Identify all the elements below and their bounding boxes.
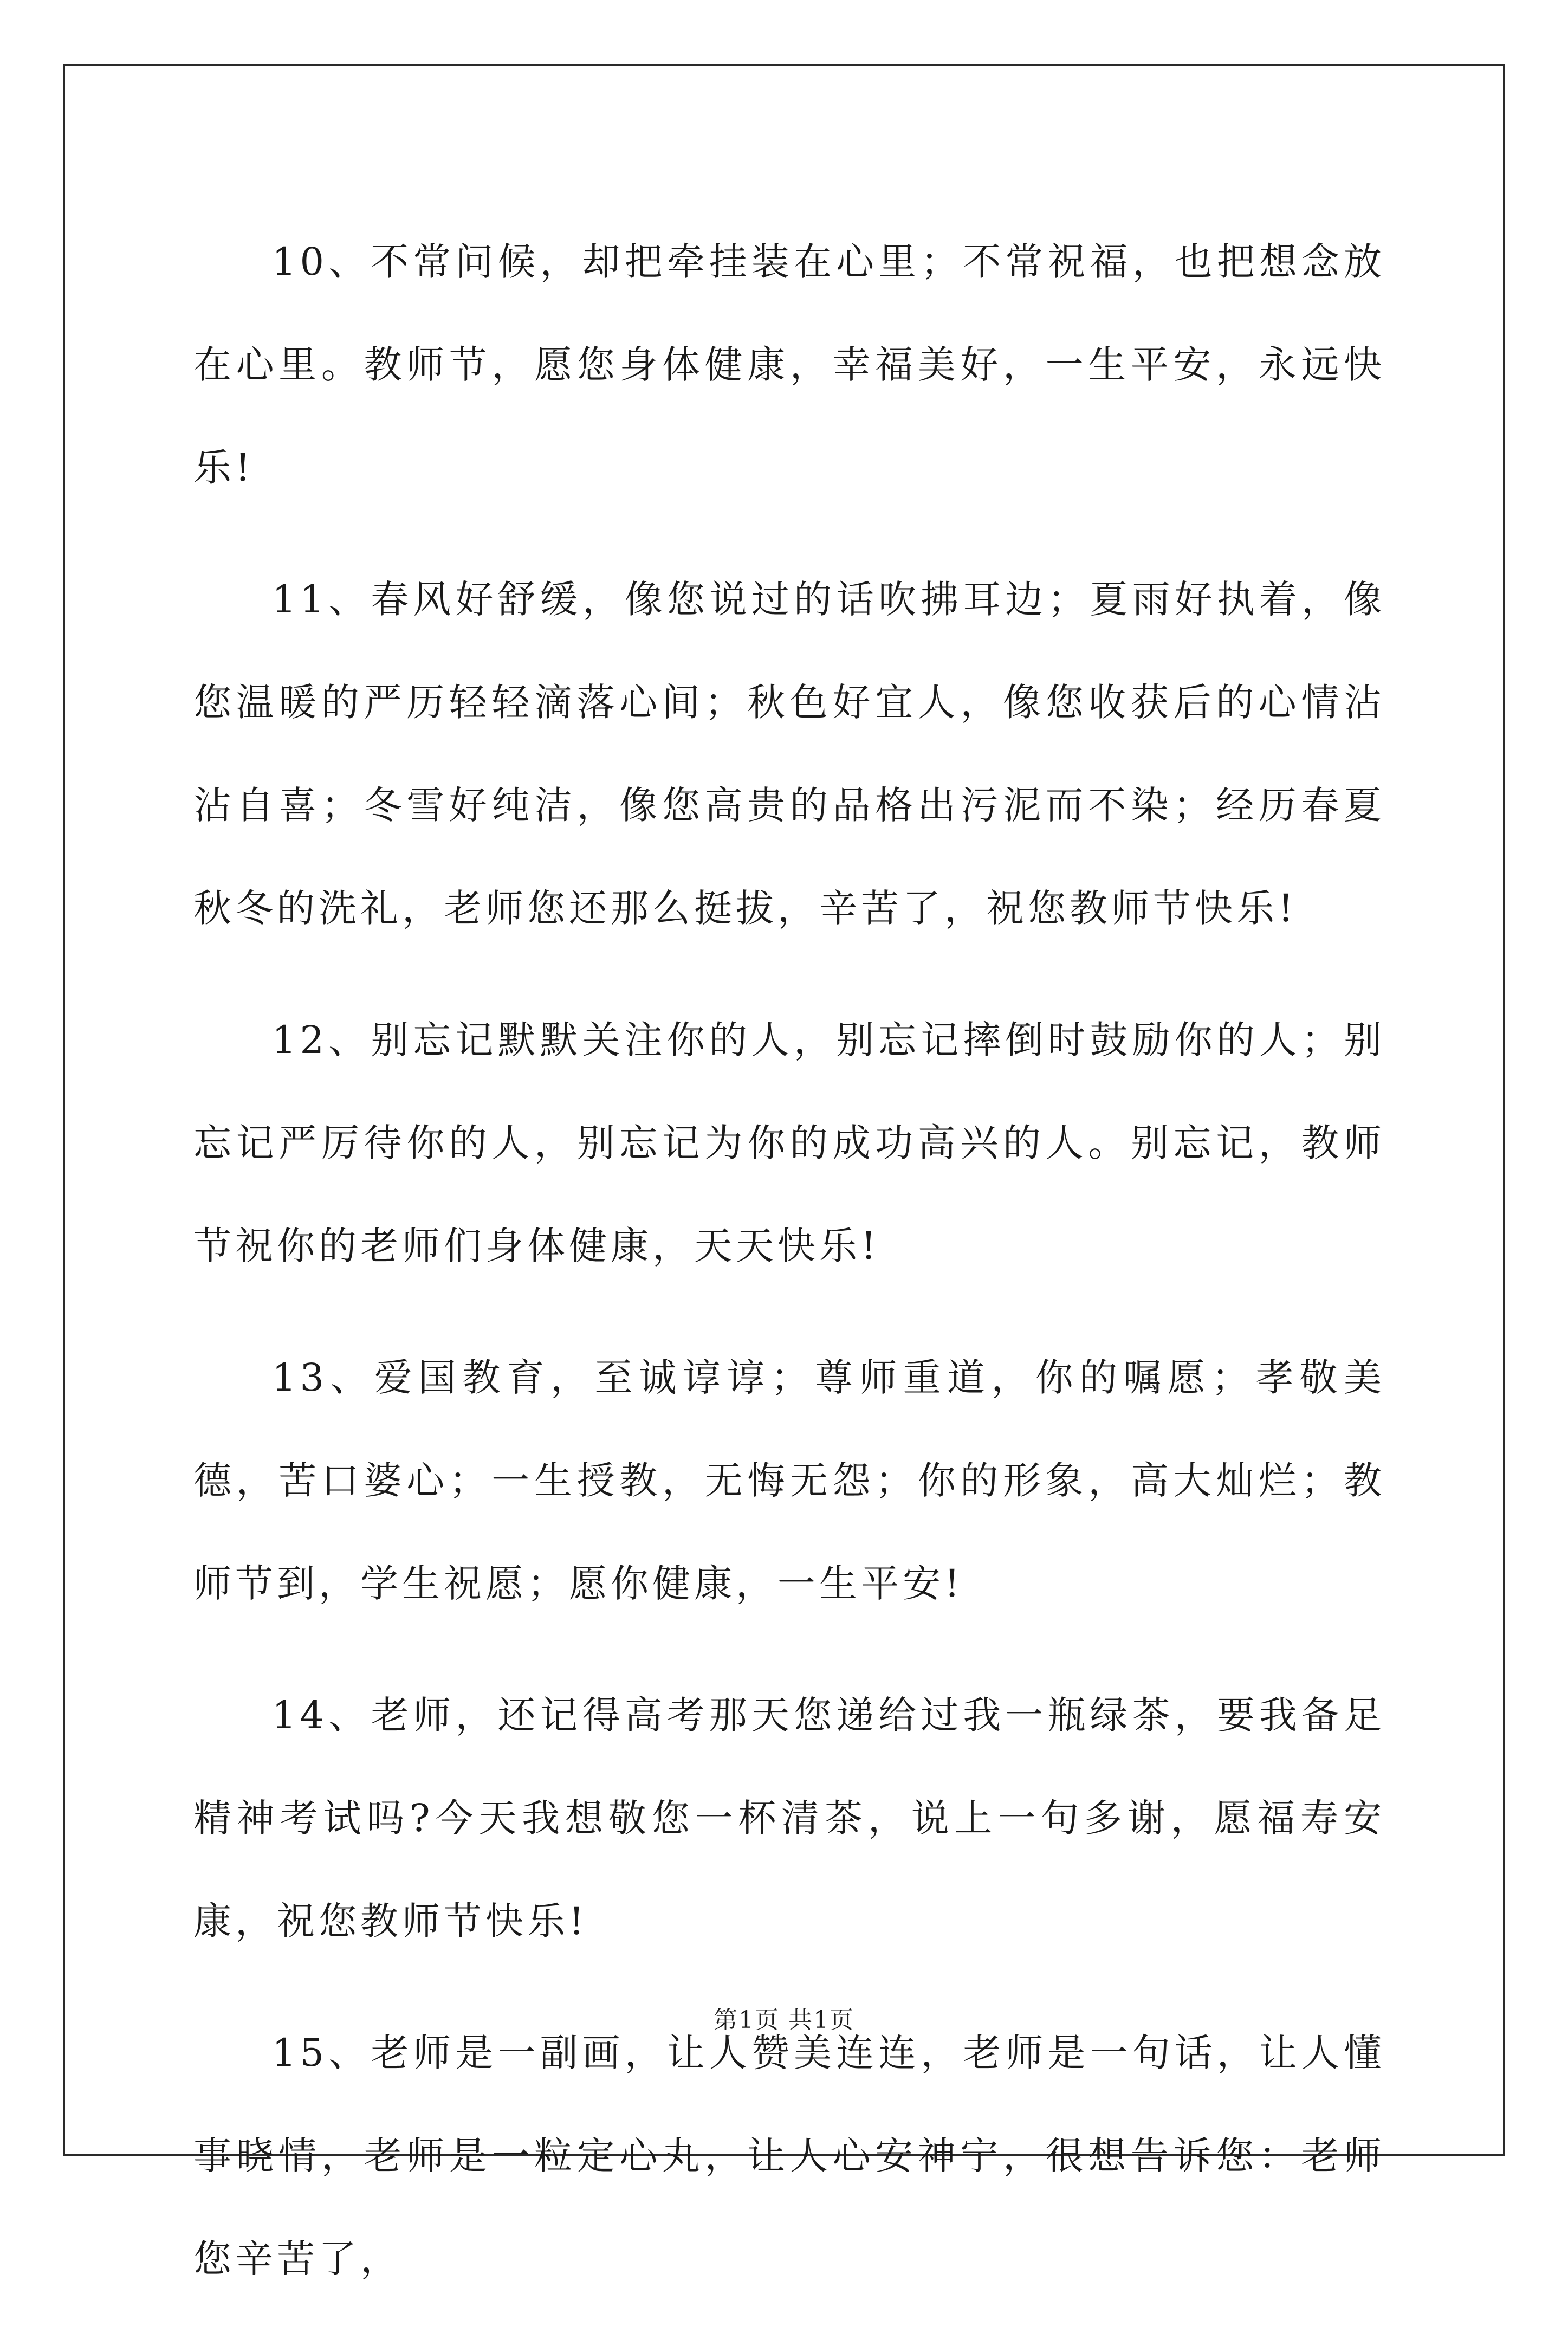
paragraph-15: 15、老师是一副画，让人赞美连连，老师是一句话，让人懂事晓情，老师是一粒定心丸，让人心安神宁，很想告诉您：老师您辛苦了，: [193, 2031, 1385, 2281]
paragraph-11: 11、春风好舒缓，像您说过的话吹拂耳边；夏雨好执着，像您温暖的严历轻轻滴落心间；秋色好宜人，像您收获后的心情沾沾自喜；冬雪好纯洁，像您高贵的品格出污泥而不染；经历春夏秋冬的洗礼，老师您还那么挺拔，辛苦了，祝您教师节快乐!: [193, 577, 1385, 931]
paragraph-12: 12、别忘记默默关注你的人，别忘记摔倒时鼓励你的人；别忘记严厉待你的人，别忘记为你的成功高兴的人。别忘记，教师节祝你的老师们身体健康，天天快乐!: [193, 1018, 1385, 1268]
paragraph-10: 10、不常问候，却把牵挂装在心里；不常祝福，也把想念放在心里。教师节，愿您身体健康，幸福美好，一生平安，永远快乐!: [193, 240, 1385, 490]
page-footer: 第1页 共1页: [714, 2006, 854, 2034]
paragraph-14: 14、老师，还记得高考那天您递给过我一瓶绿茶，要我备足精神考试吗?今天我想敬您一杯清茶，说上一句多谢，愿福寿安康，祝您教师节快乐!: [193, 1693, 1385, 1943]
paragraph-13: 13、爱国教育，至诚谆谆；尊师重道，你的嘱愿；孝敬美德，苦口婆心；一生授教，无悔无怨；你的形象，高大灿烂；教师节到，学生祝愿；愿你健康，一生平安!: [193, 1355, 1385, 1606]
